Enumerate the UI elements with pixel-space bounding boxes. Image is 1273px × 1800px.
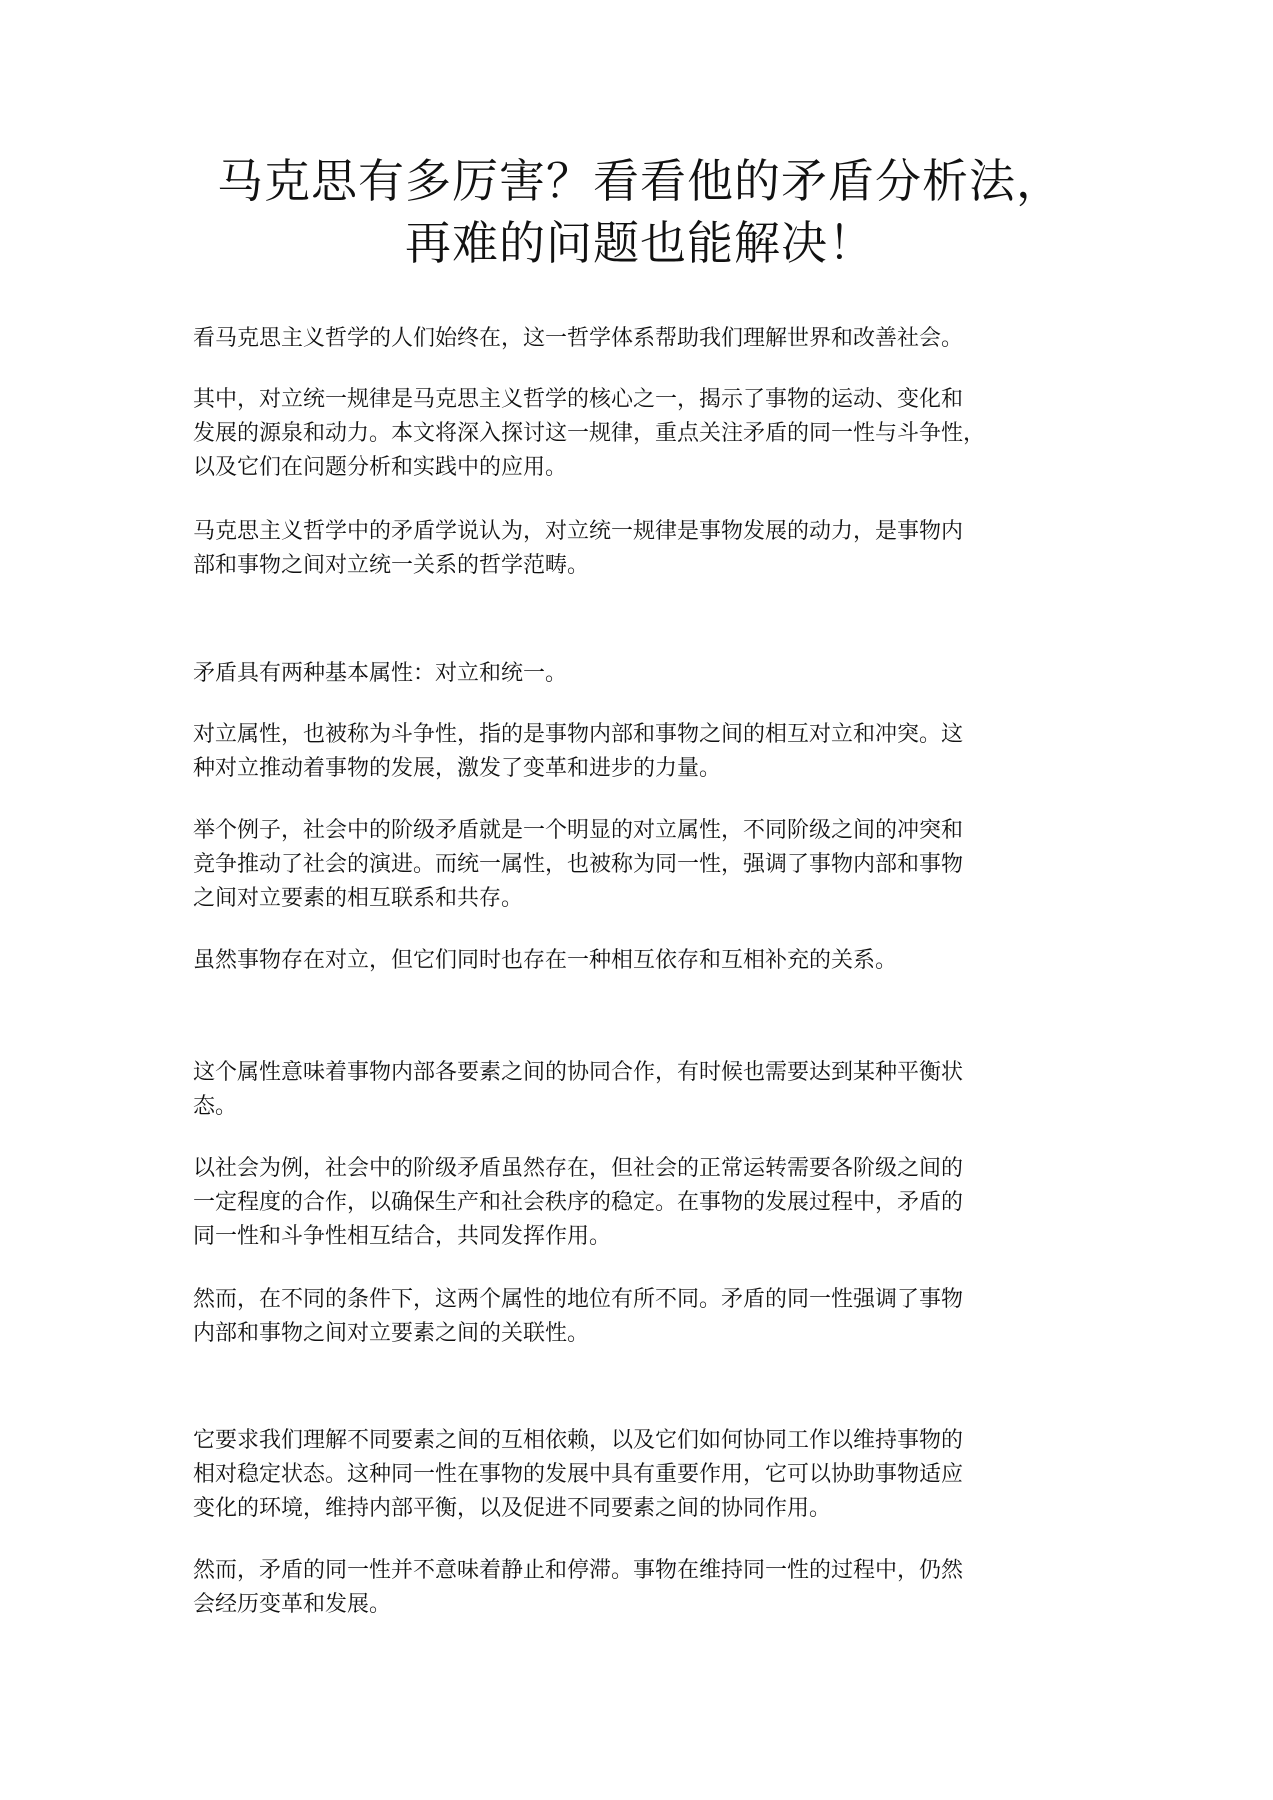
paragraph-line: 同一性和斗争性相互结合，共同发挥作用。 (193, 1224, 612, 1249)
paragraph (193, 322, 1087, 356)
paragraph-line: 这个属性意味着事物内部各要素之间的协同合作，有时候也需要达到某种平衡状 (193, 1060, 964, 1085)
paragraph-line: 虽然事物存在对立，但它们同时也存在一种相互依存和互相补充的关系。 (193, 948, 898, 973)
paragraph-line: 看马克思主义哲学的人们始终在，这一哲学体系帮助我们理解世界和改善社会。 (193, 326, 964, 351)
paragraph (193, 1554, 1087, 1622)
paragraph (193, 944, 1087, 978)
article-title-line: 再难的问题也能解决！ (405, 216, 875, 270)
paragraph-line: 马克思主义哲学中的矛盾学说认为，对立统一规律是事物发展的动力，是事物内 (193, 519, 964, 544)
paragraph-line: 其中，对立统一规律是马克思主义哲学的核心之一，揭示了事物的运动、变化和 (193, 387, 964, 412)
paragraph (193, 515, 1087, 583)
paragraph-line: 发展的源泉和动力。本文将深入探讨这一规律，重点关注矛盾的同一性与斗争性， (193, 421, 986, 446)
paragraph-line: 种对立推动着事物的发展，激发了变革和进步的力量。 (193, 756, 722, 781)
paragraph (193, 383, 1087, 485)
paragraph-line: 内部和事物之间对立要素之间的关联性。 (193, 1321, 590, 1346)
paragraph (193, 1283, 1087, 1351)
paragraph-line: 对立属性，也被称为斗争性，指的是事物内部和事物之间的相互对立和冲突。这 (193, 722, 964, 747)
paragraph-line: 然而，矛盾的同一性并不意味着静止和停滞。事物在维持同一性的过程中，仍然 (193, 1558, 964, 1583)
paragraph-line: 一定程度的合作，以确保生产和社会秩序的稳定。在事物的发展过程中，矛盾的 (193, 1190, 964, 1215)
paragraph-line: 态。 (193, 1094, 238, 1119)
paragraph (193, 657, 1087, 691)
paragraph-line: 会经历变革和发展。 (193, 1592, 392, 1617)
paragraph-line: 竞争推动了社会的演进。而统一属性，也被称为同一性，强调了事物内部和事物 (193, 852, 964, 877)
paragraph-line: 然而，在不同的条件下，这两个属性的地位有所不同。矛盾的同一性强调了事物 (193, 1287, 964, 1312)
paragraph-line: 以社会为例，社会中的阶级矛盾虽然存在，但社会的正常运转需要各阶级之间的 (193, 1156, 964, 1181)
paragraph-line: 以及它们在问题分析和实践中的应用。 (193, 455, 568, 480)
paragraph (193, 1152, 1087, 1254)
paragraph (193, 1056, 1087, 1124)
paragraph-line: 部和事物之间对立统一关系的哲学范畴。 (193, 553, 590, 578)
paragraph-line: 相对稳定状态。这种同一性在事物的发展中具有重要作用，它可以协助事物适应 (193, 1462, 964, 1487)
paragraph-line: 它要求我们理解不同要素之间的互相依赖，以及它们如何协同工作以维持事物的 (193, 1428, 964, 1453)
paragraph-line: 矛盾具有两种基本属性：对立和统一。 (193, 661, 568, 686)
paragraph (193, 1424, 1087, 1526)
paragraph (193, 814, 1087, 916)
article-title (170, 150, 1110, 274)
paragraph-line: 举个例子，社会中的阶级矛盾就是一个明显的对立属性，不同阶级之间的冲突和 (193, 818, 964, 843)
article-title-line: 马克思有多厉害？看看他的矛盾分析法， (217, 154, 1063, 208)
paragraph-line: 变化的环境，维持内部平衡，以及促进不同要素之间的协同作用。 (193, 1496, 832, 1521)
paragraph-line: 之间对立要素的相互联系和共存。 (193, 886, 524, 911)
paragraph (193, 718, 1087, 786)
